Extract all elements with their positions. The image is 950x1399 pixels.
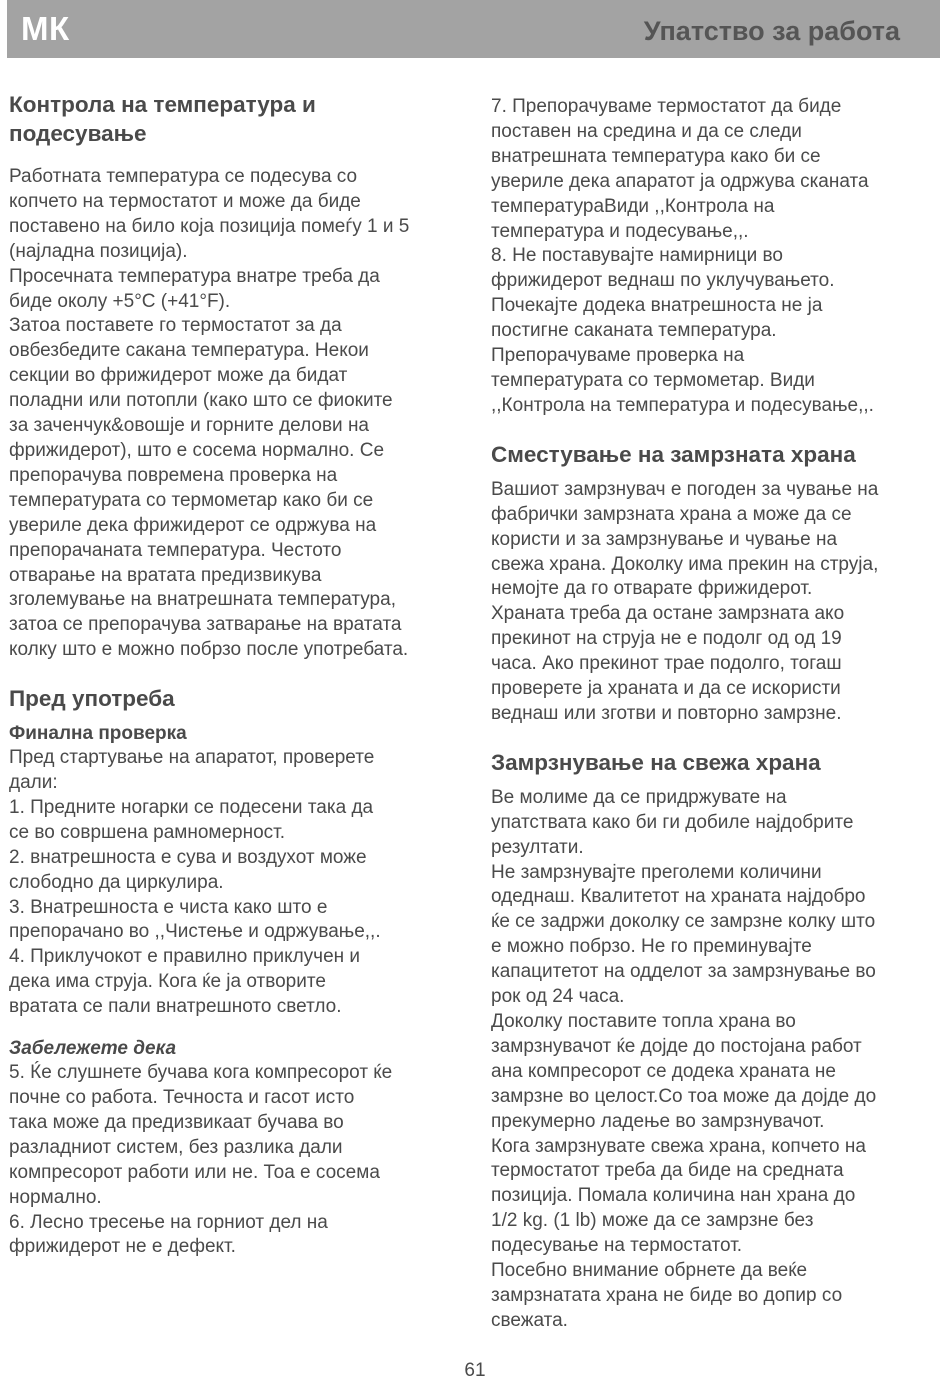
heading-frozen-food-storage: Сместување на замрзната храна — [491, 441, 856, 467]
paragraph-frozen-food-storage: Вашиот замрзнувач е погоден за чување на фабрички замрзната храна а може да се користи и за замрзнување и чување на свежа храна. Доколку има прекин на струја, немојте да го отварате фрижидерот. Храната треба да остане замрзната ако прекинот на струја не е подолг од од 19 часа. Ако прекинот трае подолго, тогаш проверете ја храната и да се искористи веднаш или зготви и повторно замрзне. — [491, 478, 879, 724]
paragraph-note: 5. Ќе слушнете бучава кога компресорот ќе почне со работа. Течноста и гасот исто така може да предизвикаат бучава во разладниот систем, без разлика дали компресорот работи или не. Тоа е сосема нормално. 6. Лесно тресење на горниот дел на фрижидерот не е дефект. — [9, 1062, 393, 1258]
heading-freezing-fresh-food: Замрзнување на свежа храна — [491, 749, 821, 775]
paragraph-final-check: Пред стартување на апаратот, проверете дали: 1. Предните ногарки се подесени така да се во совршена рамномерност. 2. внатрешноста е сува и воздухот може слободно да циркулира. 3. Внатрешноста е чиста како што е препорачано во ,,Чистење и одржување,,. 4. Приклучокот е правилно приклучен и дека има струја. Кога ќе ја отворите вратата се пали внатрешното светло. — [9, 747, 381, 1018]
paragraph-temperature-control: Работната температура се подесува со копчето на термостатот и може да биде поставено на било која позиција помеѓу 1 и 5 (најладна позиција). Просечната температура внатре треба да биде околу +5°C (+41°F). Затоа поставете го термостатот за да овбезбедите сакана температура. Некои секции во фрижидерот може да бидат поладни или потопли (како што се фиоките за заченчук&овошје и горните делови на фрижидерот), што е сосема нормално. Се препорачува повремена проверка на температурата со термометар како би се увериле дека фрижидерот се одржува на препорачаната температура. Честото отварање на вратата предизвикува зголемување на внатрешната температура, затоа се препорачува затварање на вратата колку што е можно побрзо после употребата. — [9, 166, 410, 661]
page-number: 61 — [464, 1360, 486, 1381]
page-header — [7, 0, 940, 58]
subheading-note: Забележете дека — [9, 1038, 177, 1060]
heading-temperature-control: Контрола на температура и подесување — [9, 92, 316, 146]
language-code: МК — [21, 10, 70, 47]
manual-title: Упатство за работа — [643, 16, 900, 46]
paragraph-freezing-fresh-food: Ве молиме да се придржувате на упатствата како би ги добиле најдобрите резултати. Не замрзнувајте преголеми количини одеднаш. Квалитетот на храната најдобро ќе се задржи доколку се замрзне колку што е можно побрзо. Не го преминувајте капацитетот на одделот за замрзнување во рок од 24 часа. Доколку поставите топла храна во замрзнувачот ќе дојде до постојана работ ана компресорот се додека храната не замрзне во целост.Со тоа може да дојде до прекумерно ладење во замрзнувачот. Кога замрзнувате свежа храна, копчето на термостатот треба да биде на средната позиција. Помала количина нан храна до 1/2 kg. (1 lb) може да се замрзне без подесување на термостатот. Посебно внимание обрнете да веќе замрзнатата храна не биде во допир со свежата. — [491, 786, 877, 1331]
heading-before-use: Пред употреба — [9, 686, 175, 712]
left-column — [9, 90, 465, 1260]
right-column — [491, 95, 941, 1334]
paragraph-continued-checks: 7. Препорачуваме термостатот да биде поставен на средина и да се следи внатрешната температура како би се увериле дека апаратот ја одржува сканата температураВиди ,,Контрола на температура и подесување,,. 8. Не поставувајте намирници во фрижидерот веднаш по уклучувањето. Почекајте додека внатрешноста не ја постигне саканата температура. Препорачуваме проверка на температурата со термометар. Види ,,Контрола на температура и подесување,,. — [491, 96, 874, 416]
subheading-final-check: Финална проверка — [9, 723, 187, 745]
